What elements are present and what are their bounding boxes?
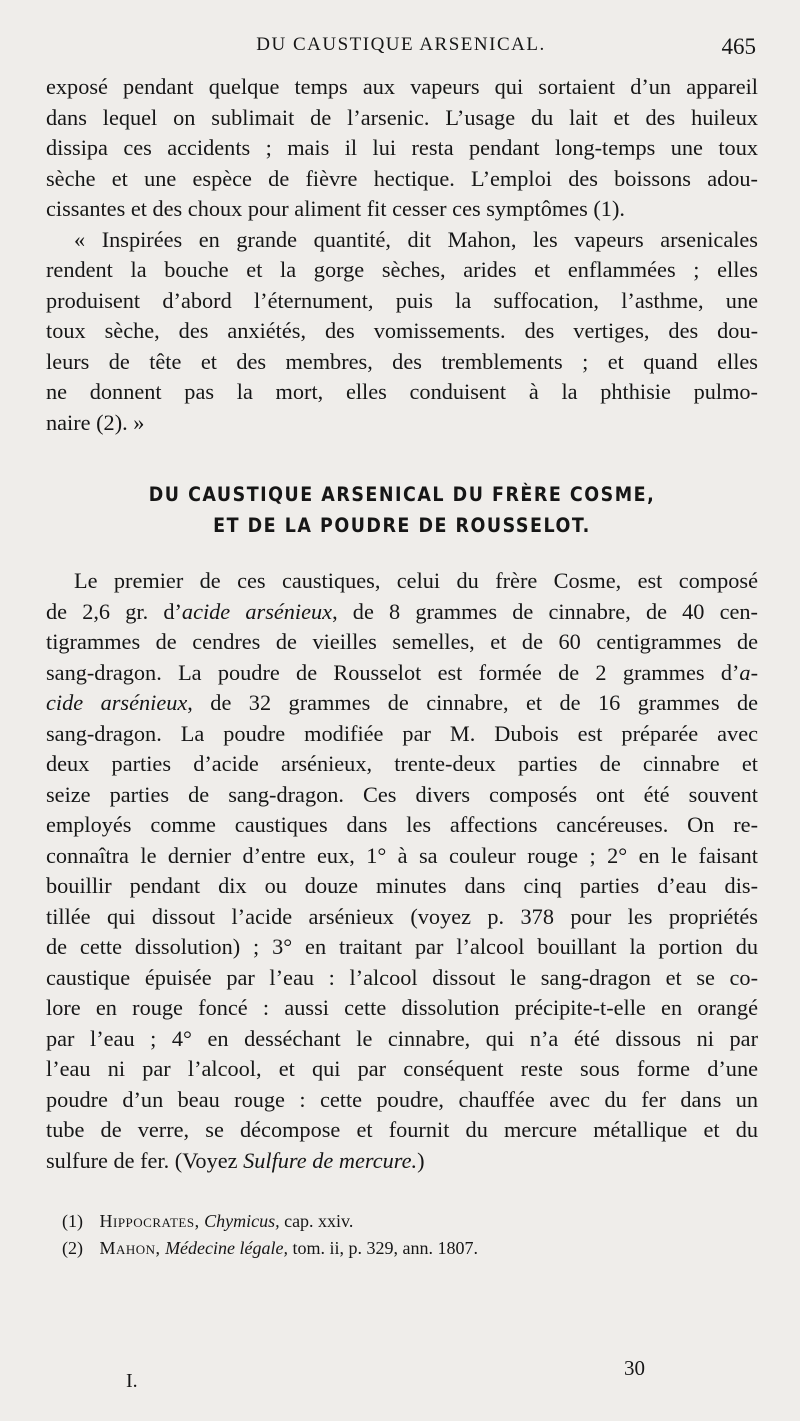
text-line: rendent la bouche et la gorge sèches, arides et enflammées ; elles	[46, 257, 758, 282]
italic-run: cide arsénieux	[46, 690, 188, 715]
text-run: , de 8 grammes de cinnabre, de 40 cen-	[332, 598, 758, 624]
text-line: dissipa ces accidents ; mais il lui resta pendant long-temps une toux	[46, 135, 758, 160]
text-line: cissantes et des choux pour aliment fit cesser ces symptômes (1).	[46, 196, 625, 221]
text-line: caustique épuisée par l’eau : l’alcool dissout le sang-dragon et se co-	[46, 964, 758, 990]
page-number: 465	[721, 34, 756, 59]
text-line: naire (2). »	[46, 409, 145, 435]
text-line: leurs de tête et des membres, des tremblements ; et quand elles	[46, 348, 758, 374]
footnote	[62, 1235, 478, 1262]
body-text-bottom	[46, 566, 758, 1176]
text-line	[46, 688, 758, 719]
text-line	[46, 1146, 758, 1177]
text-line: poudre d’un beau rouge : cette poudre, chauffée avec du fer dans un	[46, 1086, 758, 1112]
heading-line: ET DE LA POUDRE DE ROUSSELOT.	[213, 515, 591, 538]
text-line: dans lequel on sublimait de l’arsenic. L’usage du lait et des huileux	[46, 104, 758, 130]
footnote-number: (1)	[62, 1211, 83, 1231]
italic-run: a-	[739, 659, 758, 685]
text-line: connaîtra le dernier d’entre eux, 1° à sa couleur rouge ; 2° en le faisant	[46, 842, 758, 868]
quotation-paragraph	[46, 225, 758, 439]
text-line: tube de verre, se décompose et fournit du mercure métallique et du	[46, 1117, 758, 1142]
text-line: deux parties d’acide arsénieux, trente-deux parties de cinnabre et	[46, 751, 758, 776]
text-line: tigrammes de cendres de vieilles semelles, et de 60 centigrammes de	[46, 629, 758, 654]
text-line: toux sèche, des anxiétés, des vomissements. des vertiges, des dou-	[46, 318, 758, 343]
text-run: )	[417, 1147, 425, 1173]
section-heading	[46, 480, 758, 542]
text-line: tillée qui dissout l’acide arsénieux (voyez p. 378 pour les propriétés	[46, 903, 758, 929]
italic-run: Sulfure de mercure.	[243, 1147, 418, 1173]
text-line: seize parties de sang-dragon. Ces divers composés ont été souvent	[46, 781, 758, 807]
text-run: de 2,6 gr. d’	[46, 598, 182, 624]
text-line: « Inspirées en grande quantité, dit Mahon, les vapeurs arsenicales	[74, 226, 758, 252]
text-line: exposé pendant quelque temps aux vapeurs qui sortaient d’un appareil	[46, 74, 758, 99]
text-line: lore en rouge foncé : aussi cette dissolution précipite-t-elle en orangé	[46, 995, 758, 1020]
text-line: bouillir pendant dix ou douze minutes dans cinq parties d’eau dis-	[46, 873, 758, 898]
paragraph	[46, 72, 758, 225]
footnote-reference: cap. xxiv.	[284, 1211, 354, 1231]
text-line: employés comme caustiques dans les affections cancéreuses. On re-	[46, 812, 758, 837]
signature-mark: I.	[126, 1370, 138, 1392]
footnote	[62, 1208, 478, 1235]
body-text-top	[46, 72, 758, 438]
text-line: par l’eau ; 4° en desséchant le cinnabre, qui n’a été dissous ni par	[46, 1025, 758, 1051]
text-line: sang-dragon. La poudre modifiée par M. Dubois est préparée avec	[46, 720, 758, 746]
text-line: Le premier de ces caustiques, celui du frère Cosme, est composé	[74, 568, 758, 593]
text-line	[46, 658, 758, 689]
text-line: sèche et une espèce de fièvre hectique. L’emploi des boissons adou-	[46, 165, 758, 191]
italic-run: acide arsénieux	[181, 598, 333, 624]
running-title: DU CAUSTIQUE ARSENICAL.	[256, 34, 546, 55]
text-line: l’eau ni par l’alcool, et qui par conséquent reste sous forme d’une	[46, 1056, 758, 1081]
text-run: sulfure de fer. (Voyez	[46, 1147, 244, 1173]
text-run: sang-dragon. La poudre de Rousselot est formée de 2 grammes d’	[46, 659, 740, 685]
footnote-reference: tom. ii, p. 329, ann. 1807.	[292, 1238, 478, 1258]
footnote-number: (2)	[62, 1238, 83, 1258]
text-line: de cette dissolution) ; 3° en traitant par l’alcool bouillant la portion du	[46, 934, 758, 959]
sheet-number: 30	[624, 1356, 645, 1380]
footnotes	[62, 1208, 478, 1262]
footnote-title: Médecine légale,	[165, 1238, 288, 1258]
footnote-author: Hippocrates,	[99, 1211, 200, 1231]
footnote-author: Mahon,	[99, 1238, 161, 1258]
page-header	[46, 34, 756, 70]
text-run: , de 32 grammes de cinnabre, et de 16 grammes de	[187, 690, 758, 715]
text-line: produisent d’abord l’éternument, puis la suffocation, l’asthme, une	[46, 287, 758, 313]
footnote-title: Chymicus,	[204, 1211, 280, 1231]
text-line	[46, 597, 758, 628]
text-line: ne donnent pas la mort, elles conduisent à la phthisie pulmo-	[46, 379, 758, 404]
heading-line: DU CAUSTIQUE ARSENICAL DU FRÈRE COSME,	[148, 484, 656, 507]
